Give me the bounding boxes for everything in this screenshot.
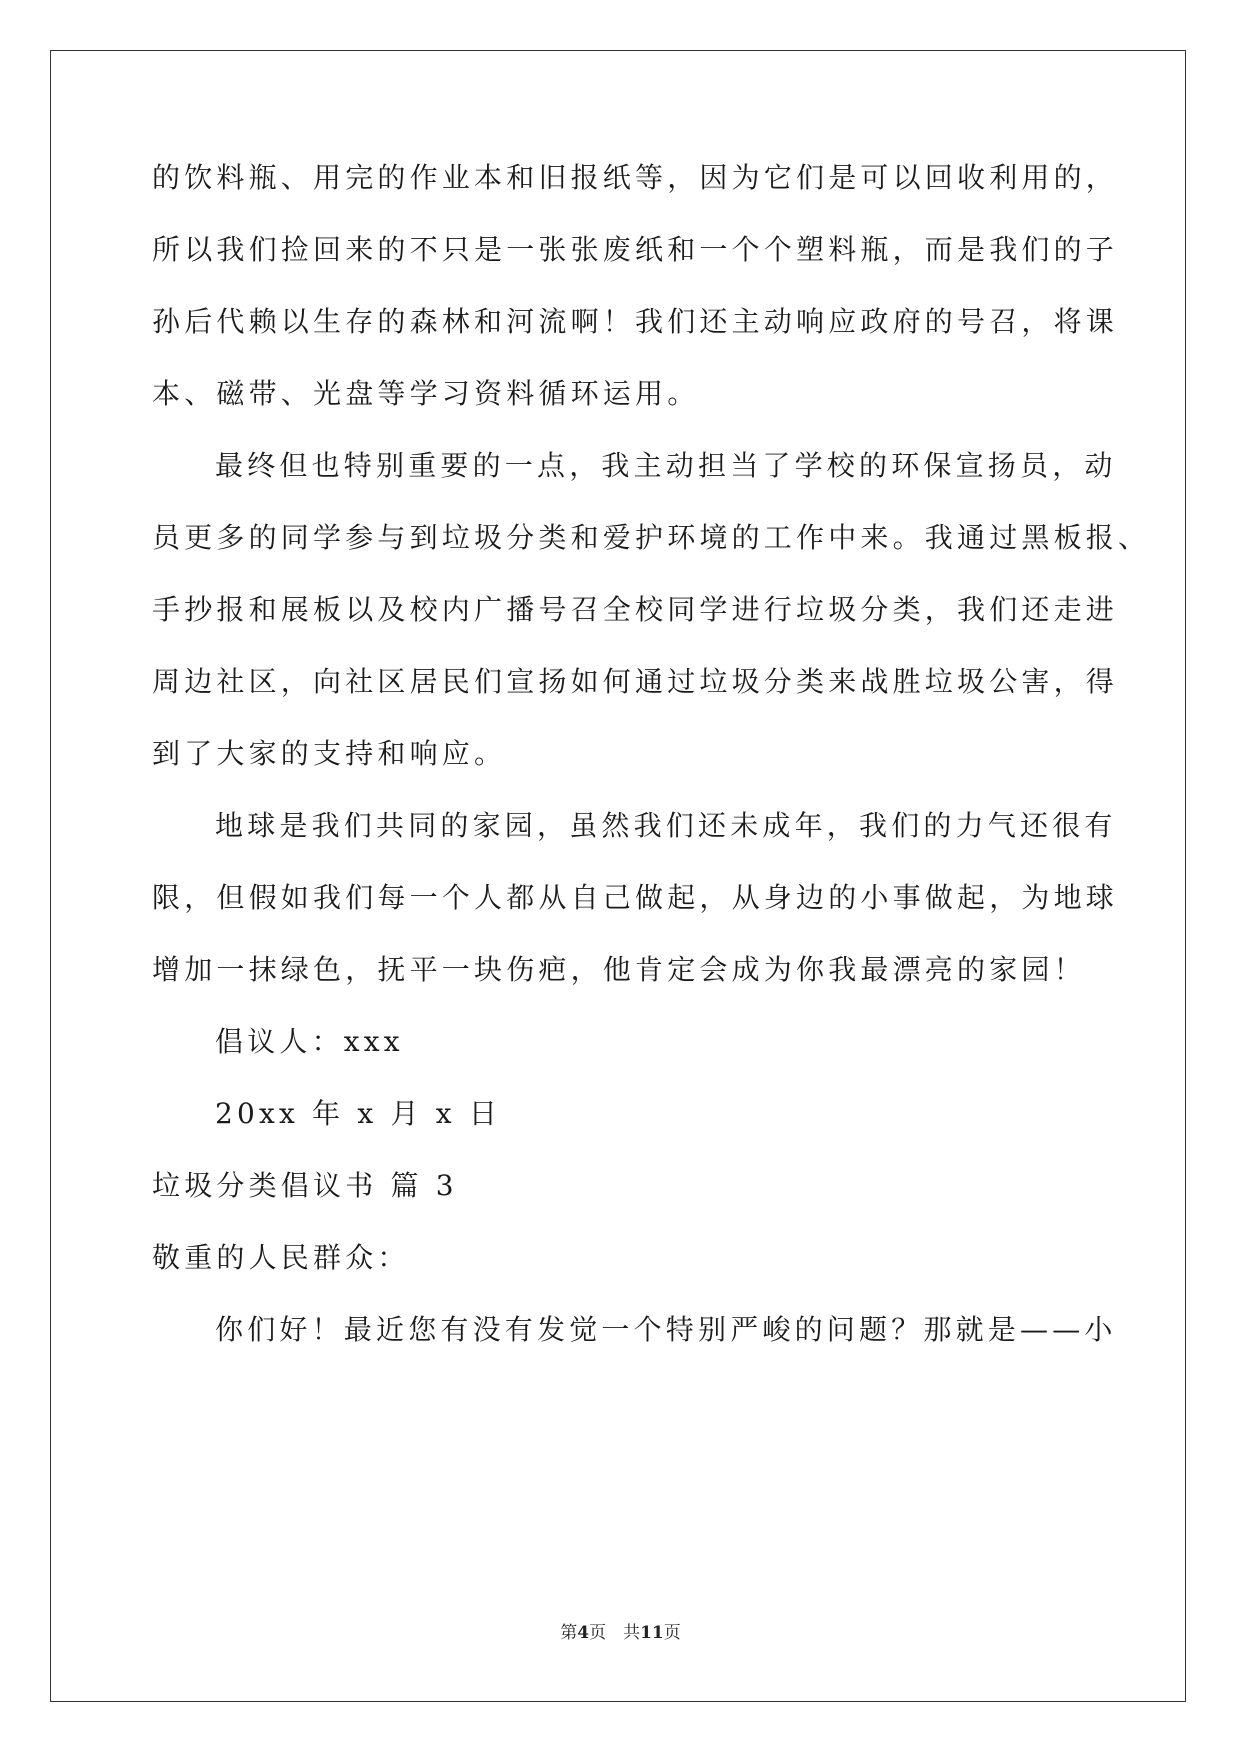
text-line: 周边社区，向社区居民们宣扬如何通过垃圾分类来战胜垃圾公害，得 — [152, 665, 1119, 698]
text-line: 增加一抹绿色，抚平一块伤疤，他肯定会成为你我最漂亮的家园！ — [152, 953, 1086, 986]
current-page-number: 4 — [577, 1623, 590, 1643]
date-line: 20xx 年 x 月 x 日 — [215, 1097, 502, 1130]
text-line: 手抄报和展板以及校内广播号召全校同学进行垃圾分类，我们还走进 — [152, 593, 1119, 626]
salutation-line: 敬重的人民群众： — [152, 1241, 410, 1274]
footer-suffix: 页 — [663, 1623, 681, 1643]
section-title: 垃圾分类倡议书 篇 3 — [152, 1169, 458, 1202]
paragraph-start-line: 地球是我们共同的家园，虽然我们还未成年，我们的力气还很有 — [215, 809, 1117, 842]
paragraph-start-line: 最终但也特别重要的一点，我主动担当了学校的环保宣扬员，动 — [215, 449, 1117, 482]
text-line: 本、磁带、光盘等学习资料循环运用。 — [152, 377, 700, 410]
page-footer — [0, 1618, 1241, 1643]
proposer-line: 倡议人：xxx — [215, 1025, 404, 1058]
text-line: 孙后代赖以生存的森林和河流啊！我们还主动响应政府的号召，将课 — [152, 305, 1119, 338]
total-page-count: 11 — [640, 1623, 664, 1643]
footer-mid: 页 共 — [589, 1623, 641, 1643]
footer-prefix: 第 — [560, 1623, 578, 1643]
text-line: 员更多的同学参与到垃圾分类和爱护环境的工作中来。我通过黑板报、 — [152, 521, 1151, 554]
text-line: 的饮料瓶、用完的作业本和旧报纸等，因为它们是可以回收利用的， — [152, 161, 1119, 194]
text-line: 到了大家的支持和响应。 — [152, 737, 507, 770]
paragraph-start-line: 你们好！最近您有没有发觉一个特别严峻的问题？那就是——小 — [215, 1313, 1117, 1346]
document-body — [152, 160, 1151, 1384]
text-line: 所以我们捡回来的不只是一张张废纸和一个个塑料瓶，而是我们的子 — [152, 233, 1119, 266]
text-line: 限，但假如我们每一个人都从自己做起，从身边的小事做起，为地球 — [152, 881, 1119, 914]
